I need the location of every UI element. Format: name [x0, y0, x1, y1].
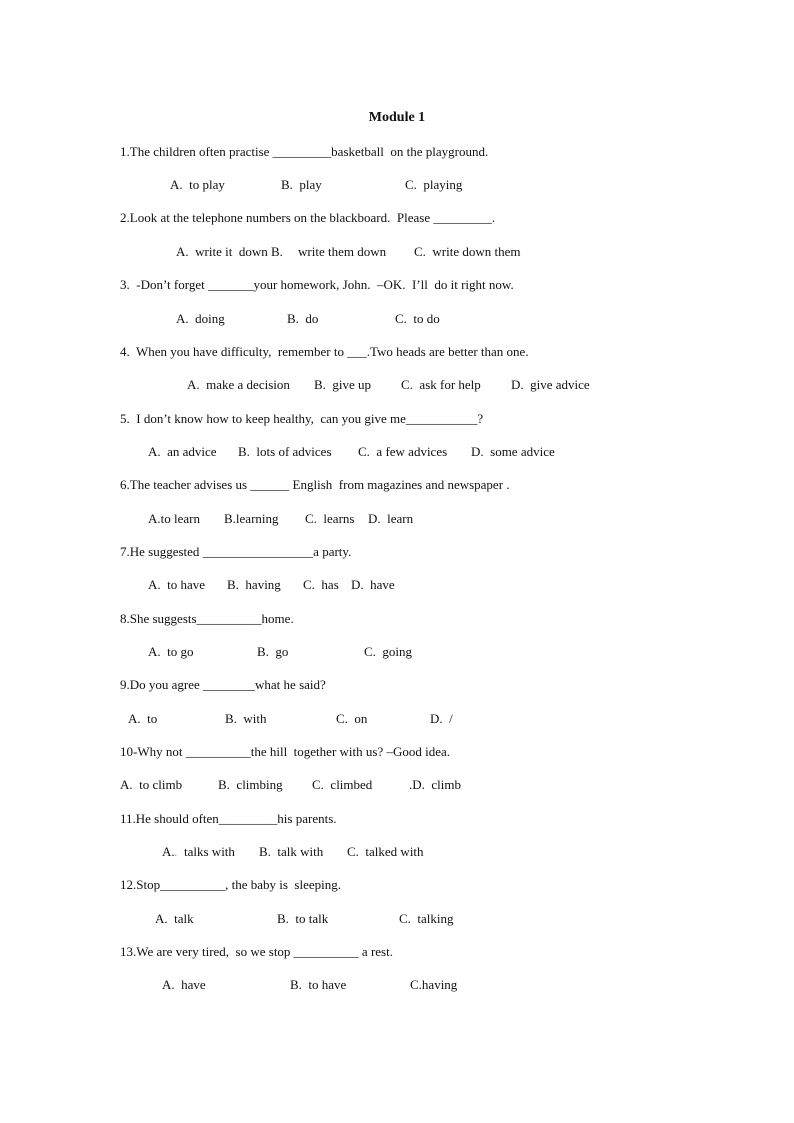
q10-option-d: .D. climb [409, 777, 461, 792]
q1-option-a: A. to play [170, 177, 225, 192]
q2-option-c: C. write down them [414, 244, 521, 259]
q5-option-b: B. lots of advices [238, 444, 332, 459]
q6-option-b: B.learning [224, 511, 279, 526]
q4-option-c: C. ask for help [401, 377, 481, 392]
q10-option-c: C. climbed [312, 777, 373, 792]
q11-option-c: C. talked with [347, 844, 424, 859]
question-11: 11.He should often_________his parents. [120, 811, 337, 826]
q13-option-c: C.having [410, 977, 458, 992]
q6-option-c: C. learns [305, 511, 355, 526]
question-12: 12.Stop__________, the baby is sleeping. [120, 877, 341, 892]
q13-option-b: B. to have [290, 977, 347, 992]
q9-option-b: B. with [225, 711, 267, 726]
q12-option-b: B. to talk [277, 911, 329, 926]
q3-option-c: C. to do [395, 311, 440, 326]
q8-option-c: C. going [364, 644, 413, 659]
q5-option-a: A. an advice [148, 444, 217, 459]
q2-option-a: A. write it down B. [176, 244, 283, 259]
q3-option-b: B. do [287, 311, 319, 326]
q8-option-b: B. go [257, 644, 289, 659]
q6-option-d: D. learn [368, 511, 414, 526]
question-8: 8.She suggests__________home. [120, 611, 294, 626]
question-6: 6.The teacher advises us ______ English from magazines and newspaper . [120, 477, 510, 492]
page-title: Module 1 [368, 110, 426, 125]
q3-option-a: A. doing [176, 311, 225, 326]
q7-option-c: C. has [303, 577, 339, 592]
q4-option-b: B. give up [314, 377, 372, 392]
question-4: 4. When you have difficulty, remember to ___.Two heads are better than one. [120, 344, 529, 359]
q7-option-d: D. have [351, 577, 395, 592]
q10-option-a: A. to climb [120, 777, 183, 792]
q1-option-c: C. playing [405, 177, 463, 192]
q7-option-a: A. to have [148, 577, 206, 592]
q5-option-d: D. some advice [471, 444, 555, 459]
q4-option-d: D. give advice [511, 377, 590, 392]
question-13: 13.We are very tired, so we stop __________ a rest. [120, 944, 393, 959]
question-9: 9.Do you agree ________what he said? [120, 677, 326, 692]
q9-option-a: A. to [128, 711, 158, 726]
question-10: 10-Why not __________the hill together with us? –Good idea. [120, 744, 451, 759]
q11-option-b: B. talk with [259, 844, 324, 859]
question-2: 2.Look at the telephone numbers on the blackboard. Please _________. [120, 210, 496, 225]
q13-option-a: A. have [162, 977, 206, 992]
q5-option-c: C. a few advices [358, 444, 448, 459]
question-5: 5. I don’t know how to keep healthy, can you give me___________? [120, 411, 484, 426]
question-3: 3. -Don’t forget _______your homework, John. –OK. I’ll do it right now. [120, 277, 514, 292]
question-7: 7.He suggested _________________a party. [120, 544, 352, 559]
q4-option-a: A. make a decision [187, 377, 290, 392]
q9-option-c: C. on [336, 711, 368, 726]
q11-stray-dot: . [174, 844, 178, 859]
q9-option-d: D. / [430, 711, 453, 726]
q1-option-b: B. play [281, 177, 322, 192]
q12-option-a: A. talk [155, 911, 194, 926]
q2-option-b: write them down [298, 244, 387, 259]
q8-option-a: A. to go [148, 644, 194, 659]
q10-option-b: B. climbing [218, 777, 283, 792]
q11-option-a-text: talks with [184, 844, 235, 859]
q6-option-a: A.to learn [148, 511, 200, 526]
q7-option-b: B. having [227, 577, 281, 592]
q12-option-c: C. talking [399, 911, 454, 926]
question-1: 1.The children often practise _________basketball on the playground. [120, 144, 489, 159]
q11-option-a-letter: A. [162, 844, 175, 859]
